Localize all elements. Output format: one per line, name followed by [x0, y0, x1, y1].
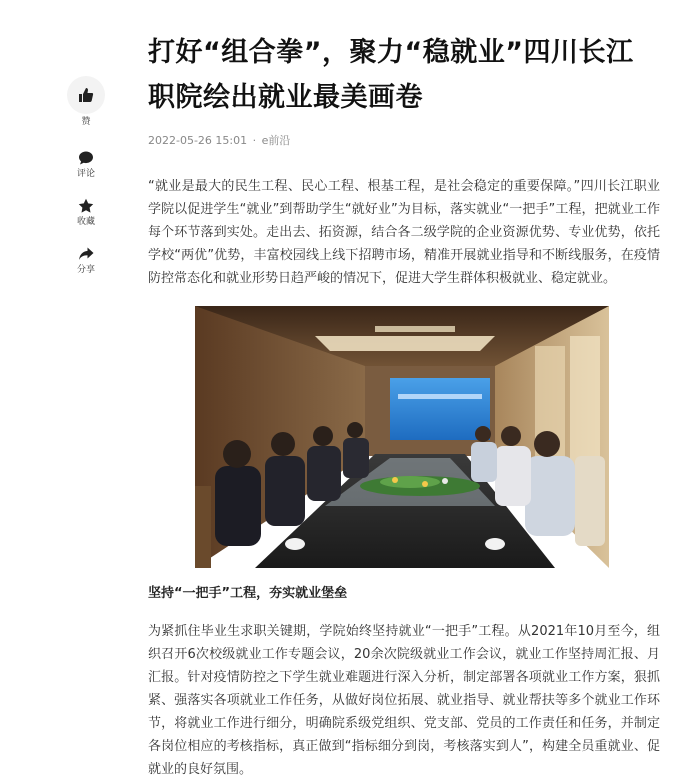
article-title: 打好“组合拳”，聚力“稳就业”四川长江职院绘出就业最美画卷 — [148, 37, 634, 113]
favorite-label: 收藏 — [76, 217, 95, 227]
paragraph-body: 为紧抓住毕业生求职关键期，学院始终坚持就业“一把手”工程。从2021年10月至今，组织召开6次校级就业工作专题会议，20余次院级就业工作会议，就业工作坚持周汇报、月汇报。针对疫情防控之下学生就业难题进行深入分析，制定部署各项就业工作方案，狠抓紧、强落实各项就业工作任务，从做好岗位拓展、就业指导、就业帮扶等多个就业工作环节，将就业工作进行细分，明确院系级党组织、党支部、党员的工作责任和任务，并制定各岗位相应的考核指标，真正做到“指标细分到岗，考核落实到人”，构建全员重就业、促就业的良好氛围。 — [148, 624, 660, 777]
star-icon — [78, 198, 94, 214]
comment-button[interactable] — [66, 150, 106, 180]
section-heading: 坚持“一把手”工程，夯实就业堡垒 — [148, 586, 348, 601]
share-label: 分享 — [76, 265, 95, 275]
source-name[interactable]: e前沿 — [261, 134, 291, 147]
comment-label: 评论 — [76, 169, 95, 179]
meta-separator: · — [252, 134, 257, 147]
favorite-button[interactable] — [66, 198, 106, 228]
like-button[interactable] — [66, 76, 106, 128]
share-arrow-icon — [78, 246, 94, 262]
paragraph-intro: “就业是最大的民生工程、民心工程、根基工程，是社会稳定的重要保障。”四川长江职业学院以促进学生“就业”到帮助学生“就好业”为目标，落实就业“一把手”工程，把就业工作每个环节落到实处。走出去、拓资源，结合各二级学院的企业资源优势、专业优势，依托学校“两优”优势，丰富校园线上线下招聘市场，精准开展就业指导和不断线服务，在疫情防控常态化和就业形势日趋严峻的情况下，促进大学生群体积极就业、稳定就业。 — [148, 179, 660, 286]
comment-icon — [78, 150, 94, 166]
publish-date: 2022-05-26 15:01 — [148, 134, 248, 147]
meeting-photo — [195, 306, 609, 568]
share-button[interactable] — [66, 246, 106, 276]
article-meta — [148, 133, 660, 149]
article — [148, 30, 660, 781]
like-label: 赞 — [81, 117, 91, 127]
thumbs-up-icon — [78, 87, 94, 103]
like-circle[interactable] — [67, 76, 105, 114]
action-rail — [66, 76, 106, 276]
